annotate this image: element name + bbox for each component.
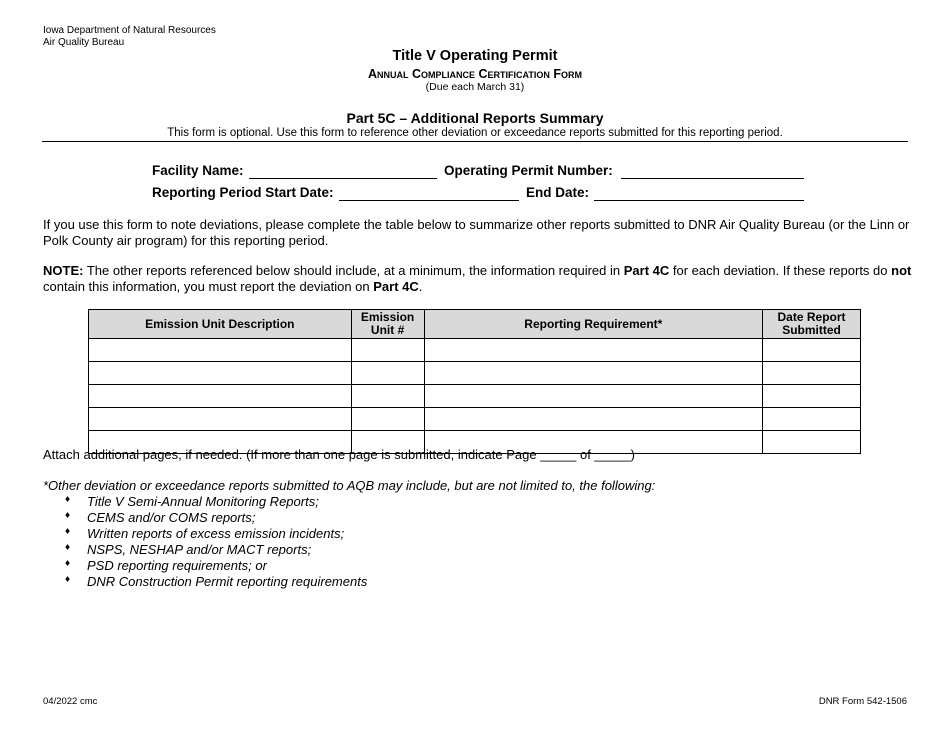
table-cell[interactable]: [89, 408, 352, 431]
diamond-bullet-icon: ♦: [65, 574, 71, 585]
col-header-unit-number: Emission Unit #: [351, 310, 424, 339]
table-cell[interactable]: [351, 362, 424, 385]
diamond-bullet-icon: ♦: [65, 558, 71, 569]
table-cell[interactable]: [89, 339, 352, 362]
reports-summary-table: [88, 309, 861, 454]
note-text-2: for each deviation. If these reports do: [669, 263, 892, 278]
note-not: not: [891, 263, 912, 278]
table-cell[interactable]: [89, 385, 352, 408]
note-text-3: contain this information, you must report the deviation on: [43, 278, 374, 294]
diamond-bullet-icon: ♦: [65, 526, 71, 537]
table-cell[interactable]: [763, 339, 861, 362]
table-cell[interactable]: [763, 408, 861, 431]
period-start-label: Reporting Period Start Date:: [152, 185, 334, 200]
col-header-description: Emission Unit Description: [89, 310, 352, 339]
due-date-note: (Due each March 31): [425, 81, 525, 93]
agency-line-2: Air Quality Bureau: [43, 37, 125, 48]
diamond-bullet-icon: ♦: [65, 494, 71, 505]
end-date-field[interactable]: [594, 200, 804, 201]
note-part-ref-1: Part 4C: [623, 263, 670, 278]
table-cell[interactable]: [424, 339, 762, 362]
table-header-row: [89, 310, 861, 339]
footer-form-number: DNR Form 542-1506: [818, 696, 907, 707]
instructions-paragraph: If you use this form to note deviations, please complete the table below to summarize other reports submitted to DNR Air Quality Bureau (or the Linn or Polk County air program) for this reporting period.: [43, 217, 910, 248]
operating-permit-field[interactable]: [621, 178, 804, 179]
table-cell[interactable]: [424, 408, 762, 431]
table-cell[interactable]: [351, 385, 424, 408]
part-subtitle: This form is optional. Use this form to reference other deviation or exceedance reports submitted for this reporting period.: [167, 127, 783, 139]
agency-name: [43, 25, 216, 49]
note-text-1: The other reports referenced below should include, at a minimum, the information required in: [83, 263, 624, 278]
table-cell[interactable]: [351, 408, 424, 431]
note-label: NOTE:: [43, 263, 84, 278]
footer-revision-date: 04/2022 cmc: [43, 696, 98, 707]
period-start-field[interactable]: [339, 200, 519, 201]
footnote-list: ♦ Title V Semi-Annual Monitoring Reports; ♦ CEMS and/or COMS reports; ♦ Written reports of excess emission incidents; ♦ NSPS, NESHAP and/or MACT reports; ♦ PSD reporting requirements; or ♦ DNR Construction Permit reporting requirements: [65, 494, 368, 589]
facility-name-field[interactable]: [249, 178, 437, 179]
table-cell[interactable]: [424, 362, 762, 385]
table-row: [89, 408, 861, 431]
col-header-requirement: Reporting Requirement*: [424, 310, 762, 339]
part-title: Part 5C – Additional Reports Summary: [346, 110, 604, 126]
table-cell[interactable]: [351, 339, 424, 362]
end-date-label: End Date:: [526, 185, 590, 200]
diamond-bullet-icon: ♦: [65, 510, 71, 521]
table-cell[interactable]: [424, 385, 762, 408]
header-divider: [42, 141, 908, 142]
table-cell[interactable]: [763, 362, 861, 385]
table-row: [89, 339, 861, 362]
table-cell[interactable]: [763, 385, 861, 408]
table-row: [89, 362, 861, 385]
footnote-intro: *Other deviation or exceedance reports submitted to AQB may include, but are not limited to, the following:: [43, 478, 656, 493]
note-part-ref-2: Part 4C: [373, 278, 419, 294]
attach-pages-note: Attach additional pages, if needed. (If more than one page is submitted, indicate Page _____ of _____): [43, 447, 635, 462]
note-paragraph: [43, 263, 913, 294]
agency-line-1: Iowa Department of Natural Resources: [43, 25, 216, 36]
form-title: Title V Operating Permit: [392, 48, 558, 64]
form-subtitle: Annual Compliance Certification Form: [368, 67, 582, 81]
operating-permit-label: Operating Permit Number:: [444, 163, 613, 178]
diamond-bullet-icon: ♦: [65, 542, 71, 553]
note-end: .: [418, 278, 423, 294]
col-header-date-submitted: Date Report Submitted: [763, 310, 861, 339]
table-row: [89, 385, 861, 408]
table-cell[interactable]: [89, 362, 352, 385]
facility-name-label: Facility Name:: [152, 163, 244, 178]
